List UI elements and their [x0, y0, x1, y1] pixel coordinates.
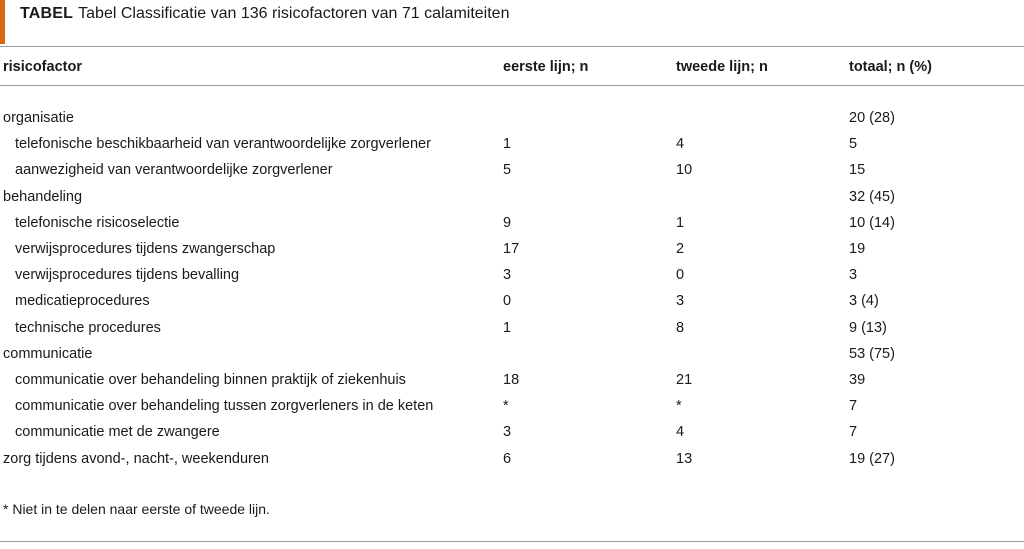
table-row — [0, 367, 1024, 393]
cell-tweede-lijn: 8 — [676, 319, 685, 336]
table-row — [0, 131, 1024, 157]
table-row — [0, 315, 1024, 341]
table-group-row — [0, 105, 1024, 131]
cell-totaal: 3 (4) — [849, 293, 879, 310]
cell-totaal: 19 (27) — [849, 450, 895, 467]
cell-risicofactor: telefonische risicoselectie — [15, 214, 180, 231]
cell-risicofactor: communicatie met de zwangere — [15, 424, 220, 441]
cell-tweede-lijn: 4 — [676, 424, 685, 441]
cell-tweede-lijn: 1 — [676, 214, 685, 231]
cell-tweede-lijn: 0 — [676, 267, 685, 284]
cell-totaal: 5 — [849, 136, 858, 153]
table-row — [0, 393, 1024, 419]
cell-eerste-lijn: 5 — [503, 162, 512, 179]
cell-risicofactor: zorg tijdens avond-, nacht-, weekenduren — [3, 450, 269, 467]
cell-risicofactor: organisatie — [3, 110, 74, 126]
cell-eerste-lijn: 6 — [503, 450, 512, 467]
table-row — [0, 157, 1024, 183]
cell-tweede-lijn: 13 — [676, 450, 693, 467]
header-eerste-lijn: eerste lijn; n — [503, 59, 589, 75]
table-group-row — [0, 184, 1024, 210]
cell-eerste-lijn: 1 — [503, 319, 512, 336]
table-group-row — [0, 341, 1024, 367]
top-rule — [0, 46, 1024, 47]
cell-risicofactor: behandeling — [3, 188, 83, 205]
caption-title: Tabel Classificatie van 136 risicofactoren van 71 calamiteiten — [78, 5, 510, 22]
header-rule — [0, 85, 1024, 86]
cell-totaal: 7 — [849, 398, 858, 415]
cell-eerste-lijn: * — [503, 398, 509, 415]
cell-risicofactor: technische procedures — [15, 319, 161, 336]
table-footnote: * Niet in te delen naar eerste of tweede lijn. — [3, 501, 270, 517]
cell-tweede-lijn: 3 — [676, 293, 685, 310]
cell-tweede-lijn: * — [676, 398, 682, 415]
cell-risicofactor: medicatieprocedures — [15, 293, 150, 310]
header-risicofactor: risicofactor — [3, 59, 82, 75]
cell-totaal: 19 — [849, 241, 866, 257]
caption-tag: TABEL — [20, 5, 74, 22]
cell-totaal: 10 (14) — [849, 214, 895, 231]
cell-totaal: 15 — [849, 162, 866, 179]
cell-risicofactor: communicatie — [3, 345, 93, 362]
cell-risicofactor: verwijsprocedures tijdens zwangerschap — [15, 241, 276, 257]
cell-eerste-lijn: 18 — [503, 372, 520, 388]
header-totaal: totaal; n (%) — [849, 59, 932, 75]
table-row — [0, 236, 1024, 262]
table-row — [0, 288, 1024, 314]
cell-totaal: 9 (13) — [849, 319, 887, 336]
cell-risicofactor: aanwezigheid van verantwoordelijke zorgverlener — [15, 162, 333, 179]
cell-eerste-lijn: 3 — [503, 267, 512, 284]
cell-eerste-lijn: 3 — [503, 424, 512, 441]
table-caption — [20, 4, 509, 24]
cell-totaal: 32 (45) — [849, 188, 895, 205]
table-row — [0, 210, 1024, 236]
header-tweede-lijn: tweede lijn; n — [676, 59, 768, 75]
cell-eerste-lijn: 1 — [503, 136, 512, 153]
cell-eerste-lijn: 9 — [503, 214, 512, 231]
caption-accent-bar — [0, 0, 5, 44]
cell-eerste-lijn: 0 — [503, 293, 512, 310]
cell-totaal: 3 — [849, 267, 858, 284]
cell-totaal: 7 — [849, 424, 858, 441]
table-group-row — [0, 446, 1024, 472]
bottom-rule — [0, 541, 1024, 542]
cell-risicofactor: communicatie over behandeling binnen praktijk of ziekenhuis — [15, 372, 406, 388]
table-row — [0, 262, 1024, 288]
table-row — [0, 419, 1024, 445]
cell-tweede-lijn: 10 — [676, 162, 693, 179]
cell-tweede-lijn: 21 — [676, 372, 693, 388]
cell-eerste-lijn: 17 — [503, 241, 520, 257]
cell-risicofactor: telefonische beschikbaarheid van verantwoordelijke zorgverlener — [15, 136, 431, 153]
cell-totaal: 39 — [849, 372, 866, 388]
table-header-row — [0, 54, 1024, 80]
cell-risicofactor: communicatie over behandeling tussen zorgverleners in de keten — [15, 398, 434, 415]
cell-risicofactor: verwijsprocedures tijdens bevalling — [15, 267, 240, 284]
cell-totaal: 53 (75) — [849, 345, 895, 362]
cell-tweede-lijn: 2 — [676, 241, 685, 257]
cell-tweede-lijn: 4 — [676, 136, 685, 153]
cell-totaal: 20 (28) — [849, 110, 895, 126]
